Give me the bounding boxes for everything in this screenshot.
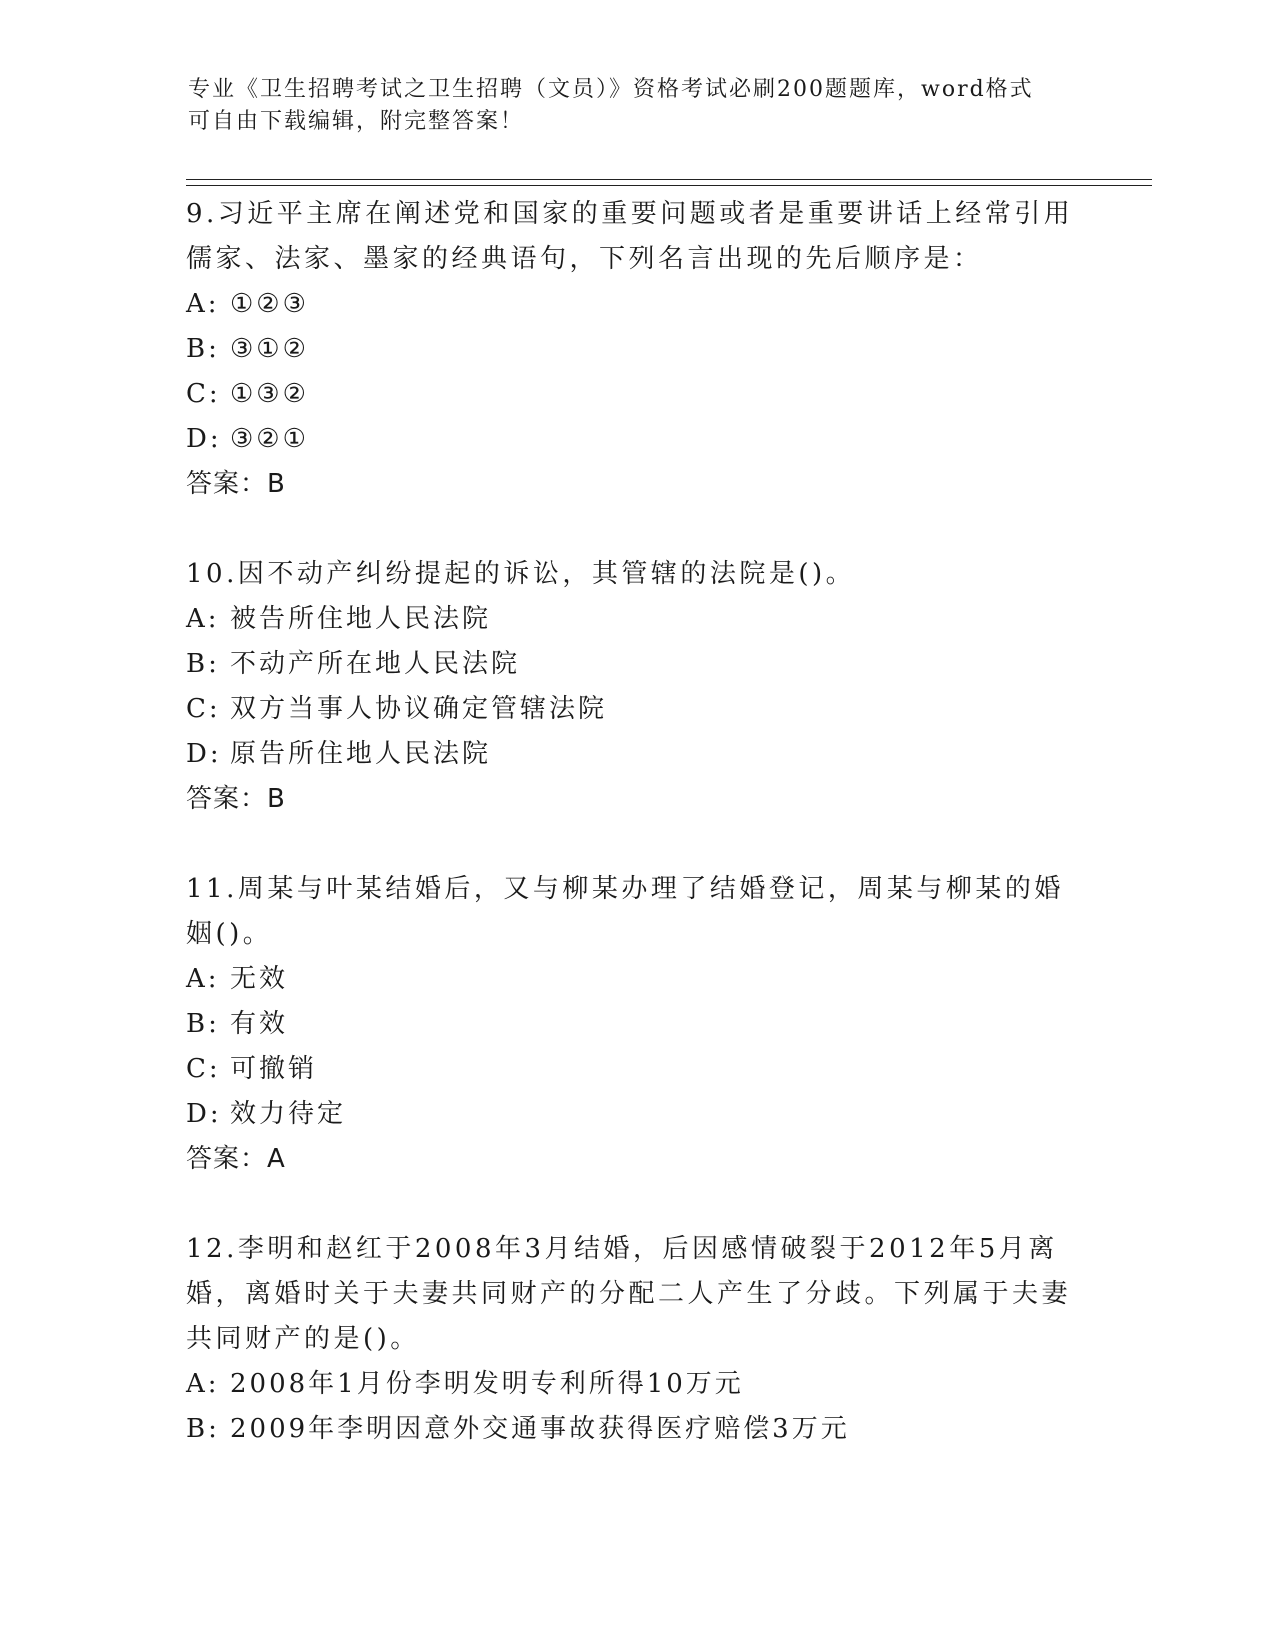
option-text: 不动产所在地人民法院 (230, 649, 521, 679)
option-letter: D: (186, 1099, 222, 1129)
question-10 (186, 552, 1086, 822)
option-text: 2009年李明因意外交通事故获得医疗赔偿3万元 (230, 1414, 850, 1444)
question-text: 12.李明和赵红于2008年3月结婚，后因感情破裂于2012年5月离婚，离婚时关于夫妻共同财产的分配二人产生了分歧。下列属于夫妻共同财产的是()。 (186, 1234, 1072, 1354)
option-letter: A: (186, 289, 220, 319)
option-letter: B: (186, 334, 220, 364)
answer-line: 答案：A (186, 1144, 286, 1174)
question-list (186, 192, 1086, 1497)
question-text: 10.因不动产纠纷提起的诉讼，其管辖的法院是()。 (186, 559, 856, 589)
question-9 (186, 192, 1086, 507)
option-letter: C: (186, 694, 221, 724)
option-text: ③②① (230, 424, 309, 454)
option-letter: A: (186, 604, 220, 634)
option-text: 双方当事人协议确定管辖法院 (230, 694, 608, 724)
question-text: 9.习近平主席在阐述党和国家的重要问题或者是重要讲话上经常引用儒家、法家、墨家的经典语句，下列名言出现的先后顺序是： (186, 199, 1074, 274)
header-line-2: 可自由下载编辑，附完整答案！ (188, 109, 525, 134)
option-letter: C: (186, 1054, 221, 1084)
option-b (186, 1407, 1086, 1452)
option-text: 原告所住地人民法院 (230, 739, 492, 769)
option-a (186, 957, 1086, 1002)
option-c (186, 687, 1086, 732)
option-letter: B: (186, 649, 220, 679)
option-letter: B: (186, 1009, 220, 1039)
option-d (186, 1092, 1086, 1137)
option-c (186, 372, 1086, 417)
option-text: ③①② (230, 334, 309, 364)
option-c (186, 1047, 1086, 1092)
header-divider-top (186, 179, 1152, 180)
option-text: 无效 (230, 964, 289, 994)
option-text: 效力待定 (230, 1099, 347, 1129)
option-text: 2008年1月份李明发明专利所得10万元 (230, 1369, 744, 1399)
option-letter: A: (186, 964, 220, 994)
option-d (186, 732, 1086, 777)
option-letter: C: (186, 379, 221, 409)
question-text: 11.周某与叶某结婚后，又与柳某办理了结婚登记，周某与柳某的婚姻()。 (186, 874, 1064, 949)
question-11 (186, 867, 1086, 1182)
option-text: 被告所住地人民法院 (230, 604, 492, 634)
option-text: 有效 (230, 1009, 289, 1039)
option-letter: D: (186, 424, 222, 454)
option-a (186, 282, 1086, 327)
option-b (186, 642, 1086, 687)
document-header (188, 74, 1088, 138)
header-divider-bottom (186, 185, 1152, 186)
answer-line: 答案：B (186, 469, 286, 499)
option-b (186, 1002, 1086, 1047)
option-d (186, 417, 1086, 462)
option-text: ①③② (230, 379, 309, 409)
option-a (186, 1362, 1086, 1407)
option-a (186, 597, 1086, 642)
question-12 (186, 1227, 1086, 1452)
option-text: 可撤销 (230, 1054, 318, 1084)
answer-line: 答案：B (186, 784, 286, 814)
option-text: ①②③ (230, 289, 309, 319)
option-letter: D: (186, 739, 222, 769)
option-letter: B: (186, 1414, 220, 1444)
option-b (186, 327, 1086, 372)
header-line-1: 专业《卫生招聘考试之卫生招聘（文员）》资格考试必刷200题题库，word格式 (188, 77, 1034, 102)
option-letter: A: (186, 1369, 220, 1399)
